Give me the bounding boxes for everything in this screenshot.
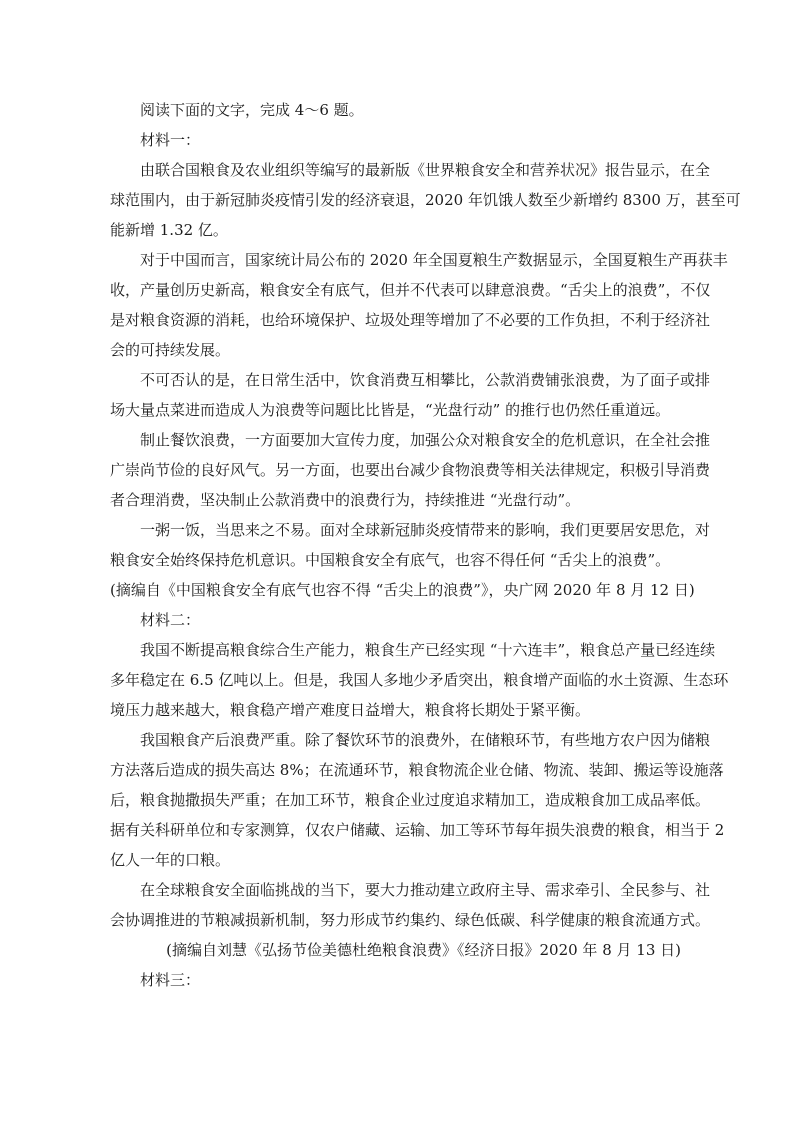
text-line: 球范围内，由于新冠肺炎疫情引发的经济衰退，2020 年饥饿人数至少新增约 8300 万，甚至可 bbox=[110, 191, 741, 209]
text-line: 据有关科研单位和专家测算，仅农户储藏、运输、加工等环节每年损失浪费的粮食，相当于 2 bbox=[110, 821, 725, 839]
material-2-source: (摘编自刘慧《弘扬节俭美德杜绝粮食浪费》《经济日报》2020 年 8 月 13 日) bbox=[166, 941, 681, 959]
text-line: 制止餐饮浪费，一方面要加大宣传力度，加强公众对粮食安全的危机意识，在全社会推 bbox=[140, 431, 711, 449]
text-line: 多年稳定在 6.5 亿吨以上。但是，我国人多地少矛盾突出，粮食增产面临的水土资源、生态环 bbox=[110, 671, 729, 689]
reading-instruction: 阅读下面的文字，完成 4～6 题。 bbox=[140, 101, 364, 119]
material-3-label: 材料三： bbox=[140, 971, 201, 989]
material-1-paragraph-3 bbox=[110, 365, 711, 425]
material-2-paragraph-1 bbox=[110, 635, 729, 725]
text-line: 能新增 1.32 亿。 bbox=[110, 221, 228, 239]
text-line: 会协调推进的节粮减损新机制，努力形成节约集约、绿色低碳、科学健康的粮食流通方式。 bbox=[110, 911, 711, 929]
text-line: 粮食安全始终保持危机意识。中国粮食安全有底气，也容不得任何 “舌尖上的浪费”。 bbox=[110, 551, 671, 569]
text-line: 后，粮食抛撒损失严重；在加工环节，粮食企业过度追求精加工，造成粮食加工成品率低。 bbox=[110, 791, 711, 809]
material-2-paragraph-2 bbox=[110, 725, 725, 875]
material-2-label: 材料二： bbox=[140, 611, 201, 629]
material-1-source: (摘编自《中国粮食安全有底气也容不得 “舌尖上的浪费”》，央广网 2020 年 8 月 12 日) bbox=[110, 581, 695, 599]
text-line: 收，产量创历史新高，粮食安全有底气，但并不代表可以肆意浪费。“舌尖上的浪费”，不仅 bbox=[110, 281, 711, 299]
text-line: 我国粮食产后浪费严重。除了餐饮环节的浪费外，在储粮环节，有些地方农户因为储粮 bbox=[140, 731, 711, 749]
text-line: 是对粮食资源的消耗，也给环境保护、垃圾处理等增加了不必要的工作负担，不利于经济社 bbox=[110, 311, 711, 329]
material-1-label: 材料一： bbox=[140, 131, 201, 149]
material-1-paragraph-1 bbox=[110, 155, 741, 245]
text-line: 一粥一饭，当思来之不易。面对全球新冠肺炎疫情带来的影响，我们更要居安思危，对 bbox=[140, 521, 711, 539]
text-line: 广崇尚节俭的良好风气。另一方面，也要出台减少食物浪费等相关法律规定，积极引导消费 bbox=[110, 461, 711, 479]
material-1-paragraph-2 bbox=[110, 245, 728, 365]
material-1-paragraph-5 bbox=[110, 515, 711, 575]
material-2-paragraph-3 bbox=[110, 875, 711, 935]
text-line: 由联合国粮食及农业组织等编写的最新版《世界粮食安全和营养状况》报告显示，在全 bbox=[140, 161, 711, 179]
text-line: 亿人一年的口粮。 bbox=[110, 851, 231, 869]
text-line: 在全球粮食安全面临挑战的当下，要大力推动建立政府主导、需求牵引、全民参与、社 bbox=[140, 881, 711, 899]
text-line: 我国不断提高粮食综合生产能力，粮食生产已经实现 “十六连丰”，粮食总产量已经连续 bbox=[140, 641, 716, 659]
text-line: 者合理消费，坚决制止公款消费中的浪费行为，持续推进 “光盘行动”。 bbox=[110, 491, 581, 509]
text-line: 场大量点菜进而造成人为浪费等问题比比皆是，“光盘行动” 的推行也仍然任重道远。 bbox=[110, 401, 671, 419]
text-line: 不可否认的是，在日常生活中，饮食消费互相攀比，公款消费铺张浪费，为了面子或排 bbox=[140, 371, 711, 389]
text-line: 对于中国而言，国家统计局公布的 2020 年全国夏粮生产数据显示，全国夏粮生产再获丰 bbox=[140, 251, 728, 269]
text-line: 会的可持续发展。 bbox=[110, 341, 231, 359]
text-line: 方法落后造成的损失高达 8%；在流通环节，粮食物流企业仓储、物流、装卸、搬运等设施落 bbox=[110, 761, 724, 779]
material-1-paragraph-4 bbox=[110, 425, 711, 515]
document-page bbox=[110, 95, 741, 995]
text-line: 境压力越来越大，粮食稳产增产难度日益增大，粮食将长期处于紧平衡。 bbox=[110, 701, 591, 719]
